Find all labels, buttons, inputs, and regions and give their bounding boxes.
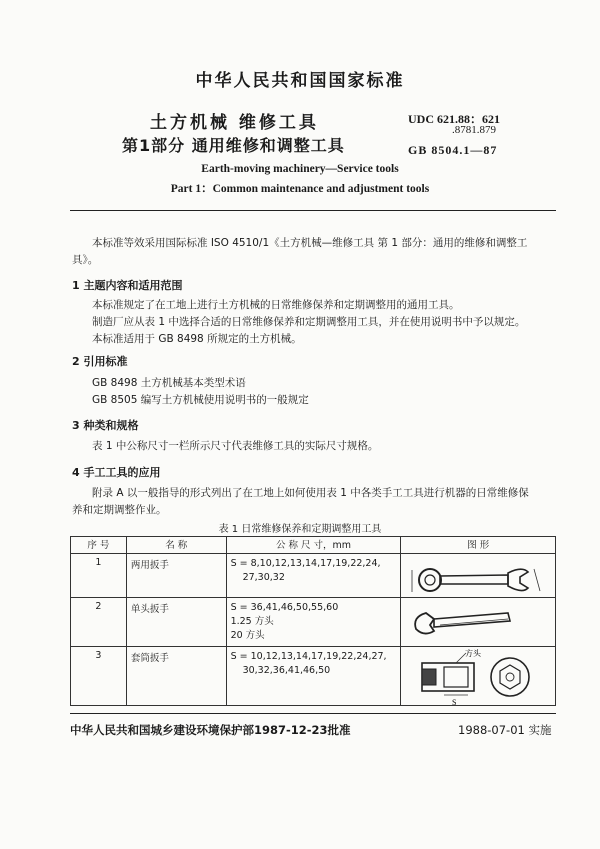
row-number: 3 — [71, 647, 127, 706]
dimension-line — [534, 569, 540, 591]
header-number: 序 号 — [71, 537, 127, 554]
table-caption: 表 1 日常维修保养和定期调整用工具 — [218, 524, 382, 535]
dimension-label: S — [452, 698, 457, 707]
row-size — [226, 598, 401, 647]
row-name: 单头扳手 — [126, 598, 226, 647]
effective-date: 1988-07-01 实施 — [458, 723, 552, 737]
size-line: S = 8,10,12,13,14,17,19,22,24, — [230, 558, 381, 569]
section-2-heading: 2 引用标准 — [72, 355, 128, 368]
socket-wrench-figure — [404, 647, 552, 707]
socket-bore — [444, 667, 468, 687]
section-1-heading: 1 主题内容和适用范围 — [72, 279, 183, 292]
reference-gb8498: GB 8498 土方机械基本类型术语 — [92, 377, 246, 389]
square-head-label: 方头 — [465, 649, 481, 658]
intro-line-2: 具》。 — [72, 254, 99, 266]
row-size — [226, 647, 401, 706]
gb-number: GB 8504.1—87 — [408, 143, 498, 157]
size-line: 1.25 方头 — [230, 616, 274, 627]
row-name: 两用扳手 — [126, 554, 226, 598]
row-number: 1 — [71, 554, 127, 598]
size-line: 20 方头 — [230, 630, 265, 641]
header-size: 公 称 尺 寸，mm — [226, 537, 401, 554]
reference-gb8505: GB 8505 编写土方机械使用说明书的一般规定 — [92, 394, 309, 406]
header-divider — [70, 210, 556, 211]
row-number: 2 — [71, 598, 127, 647]
combination-wrench-figure — [404, 560, 552, 600]
udc-code: UDC 621.88：621 — [408, 112, 500, 126]
section-4-line-1: 附录 A 以一般指导的形式列出了在工地上如何使用表 1 中各类手工工具进行机器的日常维修保 — [92, 487, 529, 499]
title-line-1: 土方机械 维修工具 — [150, 113, 319, 133]
section-1-para-3: 本标准适用于 GB 8498 所规定的土方机械。 — [92, 333, 302, 345]
udc-code-continued: .8781.879 — [452, 124, 496, 136]
size-line: 30,32,36,41,46,50 — [242, 665, 331, 676]
open-end — [508, 569, 528, 590]
national-standard-heading: 中华人民共和国国家标准 — [195, 71, 405, 91]
section-3-heading: 3 种类和规格 — [72, 419, 139, 432]
wrench-handle — [440, 575, 508, 584]
hex-bore — [500, 665, 520, 689]
single-end-wrench-figure — [404, 603, 552, 643]
square-drive — [422, 669, 436, 685]
size-line: S = 36,41,46,50,55,60 — [230, 602, 339, 613]
footer-divider — [70, 713, 556, 714]
english-subtitle: Part 1：Common maintenance and adjustment tools — [170, 183, 430, 195]
section-4-line-2: 养和定期调整作业。 — [72, 504, 167, 516]
ring-end — [419, 569, 441, 591]
approval-issuer: 中华人民共和国城乡建设环境保护部1987-12-23批准 — [70, 723, 351, 737]
row-size — [226, 554, 401, 598]
size-line: 27,30,32 — [242, 572, 285, 583]
section-4-heading: 4 手工工具的应用 — [72, 466, 161, 479]
size-line: S = 10,12,13,14,17,19,22,24,27, — [230, 651, 387, 662]
table-header-row — [71, 537, 556, 554]
section-3-para-1: 表 1 中公称尺寸一栏所示尺寸代表维修工具的实际尺寸规格。 — [92, 440, 379, 452]
section-1-para-1: 本标准规定了在工地上进行土方机械的日常维修保养和定期调整用的通用工具。 — [92, 299, 460, 311]
socket-end-view — [491, 658, 529, 696]
title-line-2: 第1部分 通用维修和调整工具 — [122, 136, 345, 155]
intro-line-1: 本标准等效采用国际标准 ISO 4510/1《土方机械—维修工具 第 1 部分：通用的维修和调整工 — [92, 237, 528, 249]
header-name: 名 称 — [126, 537, 226, 554]
section-1-para-2: 制造厂应从表 1 中选择合适的日常维修保养和定期调整用工具，并在使用说明书中予以规定。 — [92, 316, 526, 328]
english-title: Earth-moving machinery—Service tools — [201, 163, 399, 175]
open-end — [415, 613, 434, 634]
ring-bore — [425, 575, 435, 585]
header-figure: 图 形 — [401, 537, 556, 554]
row-name: 套筒扳手 — [126, 647, 226, 706]
center-hole — [506, 673, 514, 681]
